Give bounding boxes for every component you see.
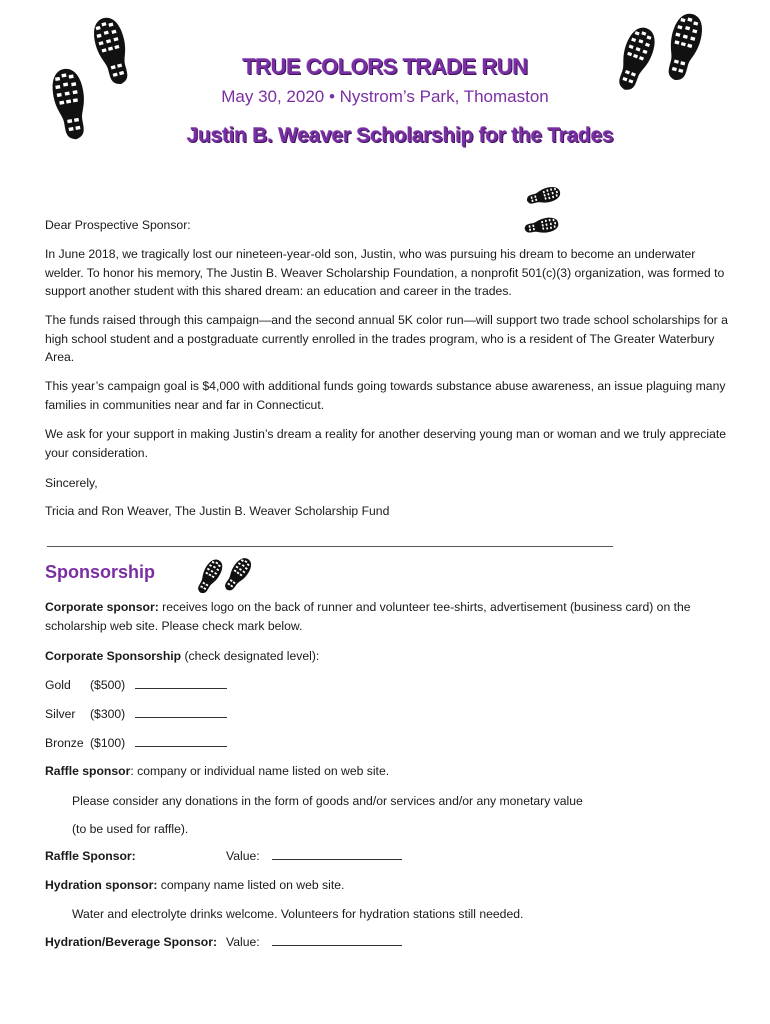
hydration-sponsor-text: company name listed on web site. [157,878,345,892]
level-checkbox-line[interactable] [135,676,227,689]
level-amount: ($300) [90,707,126,721]
event-date-location: May 30, 2020 • Nystrom’s Park, Thomaston [221,87,549,106]
level-name: Bronze [45,736,84,750]
salutation: Dear Prospective Sponsor: [45,218,191,232]
raffle-value-input-line[interactable] [272,847,402,860]
hydration-sponsor-description [45,876,344,894]
level-name: Silver [45,707,76,721]
hydration-sponsor-label: Hydration sponsor: [45,878,158,892]
hydration-value-input-line[interactable] [272,933,402,946]
sponsorship-title: Sponsorship [45,562,156,582]
corporate-levels-heading [45,647,319,665]
letter-paragraph: In June 2018, we tragically lost our nineteen-year-old son, Justin, who was pursuing his dream to become an underwater welder. To honor his memory, The Justin B. Weaver Scholarship Foundation, a nonprofit 501(c)(3) organization, was formed to support another student with this shared dream: an education and career in the trades. [45,247,725,298]
level-amount: ($500) [90,678,126,692]
corporate-levels-label: Corporate Sponsorship [45,649,182,663]
footprints-icon [604,6,714,96]
hydration-note: Water and electrolyte drinks welcome. Volunteers for hydration stations still needed. [72,907,524,921]
level-row-bronze [45,734,227,752]
corporate-sponsor-label: Corporate sponsor: [45,600,159,614]
hydration-sponsor-field [45,933,402,951]
raffle-value-label: Value: [226,849,260,863]
letter-paragraph: We ask for your support in making Justin’s dream a reality for another deserving young man or woman and we truly appreciate your consideration. [45,427,727,460]
level-checkbox-line[interactable] [135,705,227,718]
hydration-sponsor-field-label: Hydration/Beverage Sponsor: [45,935,218,949]
event-title: TRUE COLORS TRADE RUN [242,54,528,79]
raffle-sponsor-label: Raffle sponsor [45,764,131,778]
level-row-silver [45,705,227,723]
closing: Sincerely, [45,476,98,490]
raffle-sponsor-field [45,847,402,865]
scholarship-heading: Justin B. Weaver Scholarship for the Trades [186,124,614,147]
raffle-sponsor-field-label: Raffle Sponsor: [45,849,136,863]
corporate-levels-note: (check designated level): [181,649,320,663]
footprints-icon [188,550,268,600]
corporate-sponsor-text: receives logo on the back of runner and volunteer tee-shirts, advertisement (business card) on the scholarship web site. Please check mark below. [45,600,691,633]
letter-paragraph: This year’s campaign goal is $4,000 with additional funds going towards substance abuse awareness, an issue plaguing many families in communities near and far in Connecticut. [45,379,726,412]
raffle-sponsor-text: : company or individual name listed on web site. [130,764,390,778]
signature: Tricia and Ron Weaver, The Justin B. Weaver Scholarship Fund [45,504,390,518]
footprints-icon [504,178,584,248]
raffle-note: Please consider any donations in the form of goods and/or services and/or any monetary value [72,794,583,808]
level-checkbox-line[interactable] [135,734,227,747]
hydration-value-label: Value: [226,935,260,949]
raffle-note: (to be used for raffle). [72,822,189,836]
level-row-gold [45,676,227,694]
section-divider [47,546,613,547]
corporate-sponsor-description [45,598,735,635]
level-amount: ($100) [90,736,126,750]
level-name: Gold [45,678,71,692]
letter-paragraph: The funds raised through this campaign—and the second annual 5K color run—will support two trade school scholarships for a high school student and a postgraduate currently enrolled in the trades program, who is a resident of The Greater Waterbury Area. [45,313,728,364]
raffle-sponsor-description [45,762,389,780]
